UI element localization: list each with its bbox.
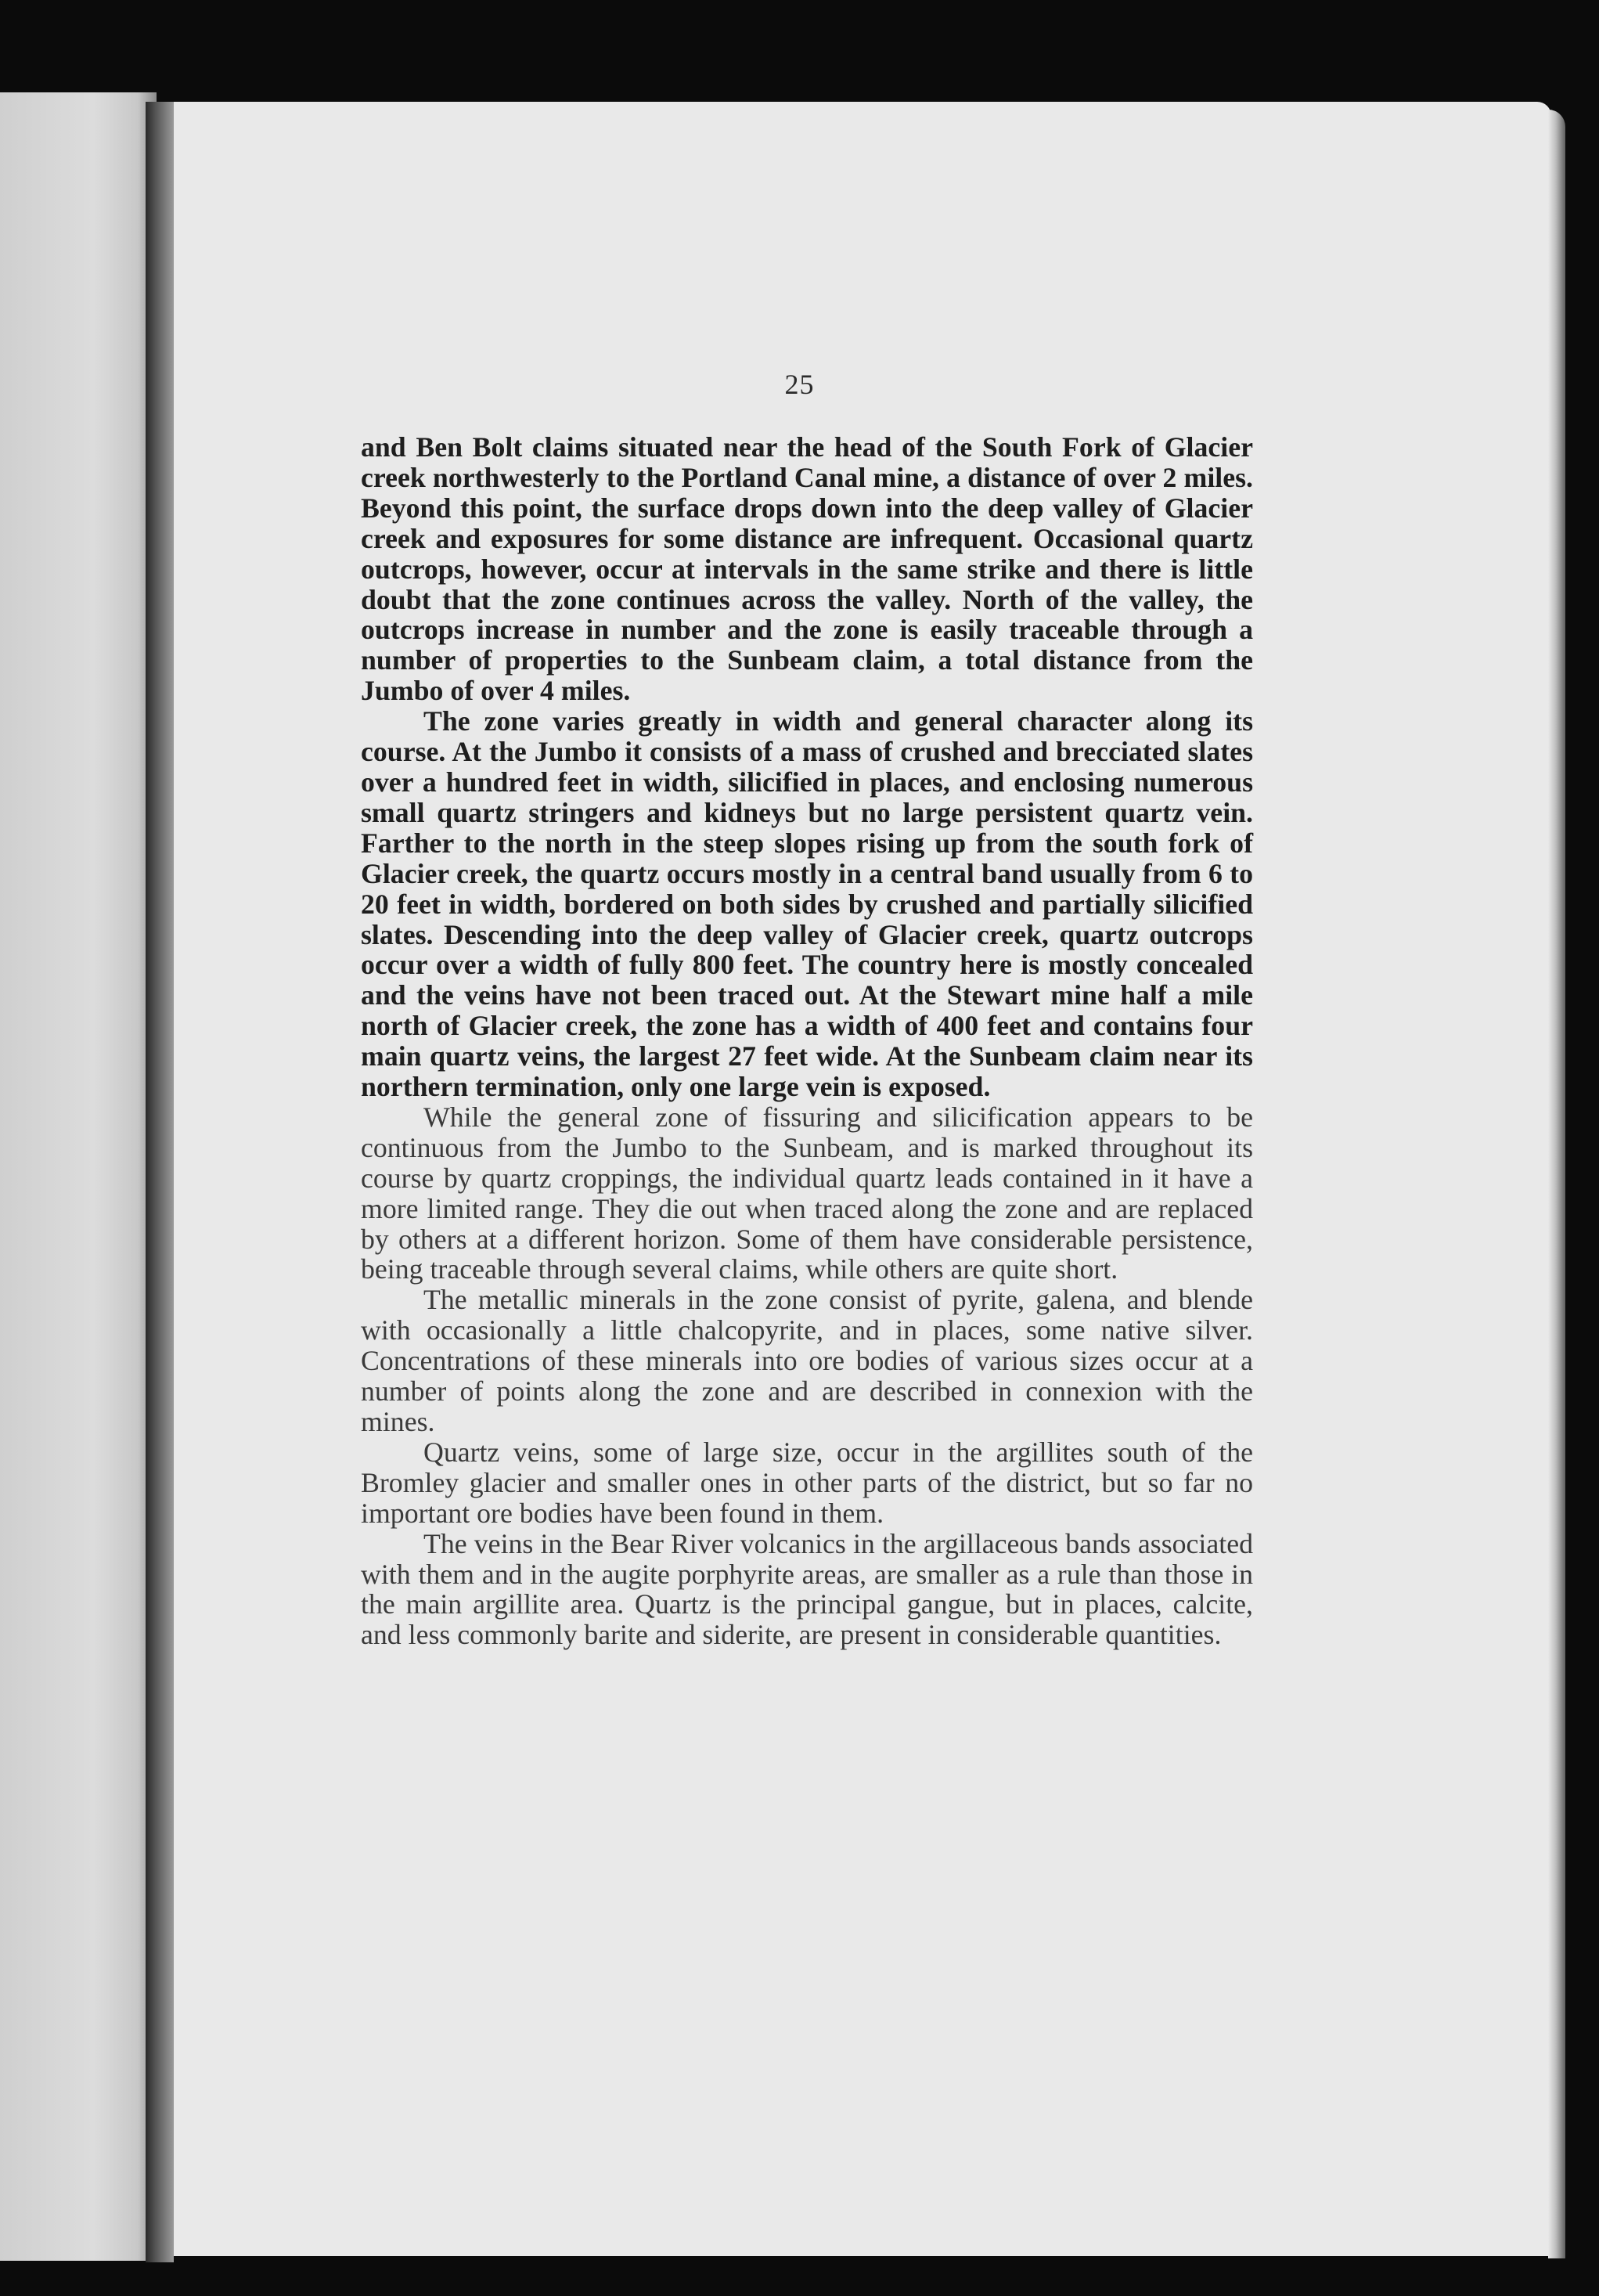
paragraph-1: and Ben Bolt claims situated near the head of the South Fork of Glacier creek northwesterly to the Portland Canal mine, a distance of over 2 miles. Beyond this point, the surface drops down into the deep valley of Glacier creek and exposures for some distance are infrequent. Occasional quartz outcrops, however, occur at intervals in the same strike and there is little doubt that the zone continues across the valley. North of the valley, the outcrops increase in number and the zone is easily traceable through a number of properties to the Sunbeam claim, a total distance from the Jumbo of over 4 miles. [361,431,1253,707]
book-gutter [146,102,174,2262]
page-number: 25 [784,369,815,400]
facing-page-edge [0,92,157,2261]
body-text [361,432,1253,1650]
paragraph-2: The zone varies greatly in width and general character along its course. At the Jumbo it consists of a mass of crushed and brecciated slates over a hundred feet in width, silicified in places, and enclosing numerous small quartz stringers and kidneys but no large persistent quartz vein. Farther to the north in the steep slopes rising up from the south fork of Glacier creek, the quartz occurs mostly in a central band usually from 6 to 20 feet in width, bordered on both sides by crushed and partially silicified slates. Descending into the deep valley of Glacier creek, quartz outcrops occur over a width of fully 800 feet. The country here is mostly concealed and the veins have not been traced out. At the Stewart mine half a mile north of Glacier creek, the zone has a width of 400 feet and contains four main quartz veins, the largest 27 feet wide. At the Sunbeam claim near its northern termination, only one large vein is exposed. [361,705,1253,1103]
paragraph-4: The metallic minerals in the zone consist of pyrite, galena, and blende with occasionally a little chalcopyrite, and in places, some native silver. Concentrations of these minerals into ore bodies of various sizes occur at a number of points along the zone and are described in connexion with the mines. [361,1284,1253,1437]
page-right-edge [1548,110,1565,2258]
paragraph-6: The veins in the Bear River volcanics in the argillaceous bands associated with them and in the augite porphyrite areas, are smaller as a rule than those in the main argillite area. Quartz is the principal gangue, but in places, calcite, and less commonly barite and siderite, are present in considerable quantities. [361,1527,1253,1651]
paragraph-3: While the general zone of fissuring and silicification appears to be continuous from the Jumbo to the Sunbeam, and is marked throughout its course by quartz croppings, the individual quartz leads contained in it have a more limited range. They die out when traced along the zone and are replaced by others at a different horizon. Some of them have considerable persistence, being traceable through several claims, while others are quite short. [361,1101,1253,1285]
paragraph-5: Quartz veins, some of large size, occur in the argillites south of the Bromley glacier and smaller ones in other parts of the district, but so far no important ore bodies have been found in them. [361,1436,1253,1529]
